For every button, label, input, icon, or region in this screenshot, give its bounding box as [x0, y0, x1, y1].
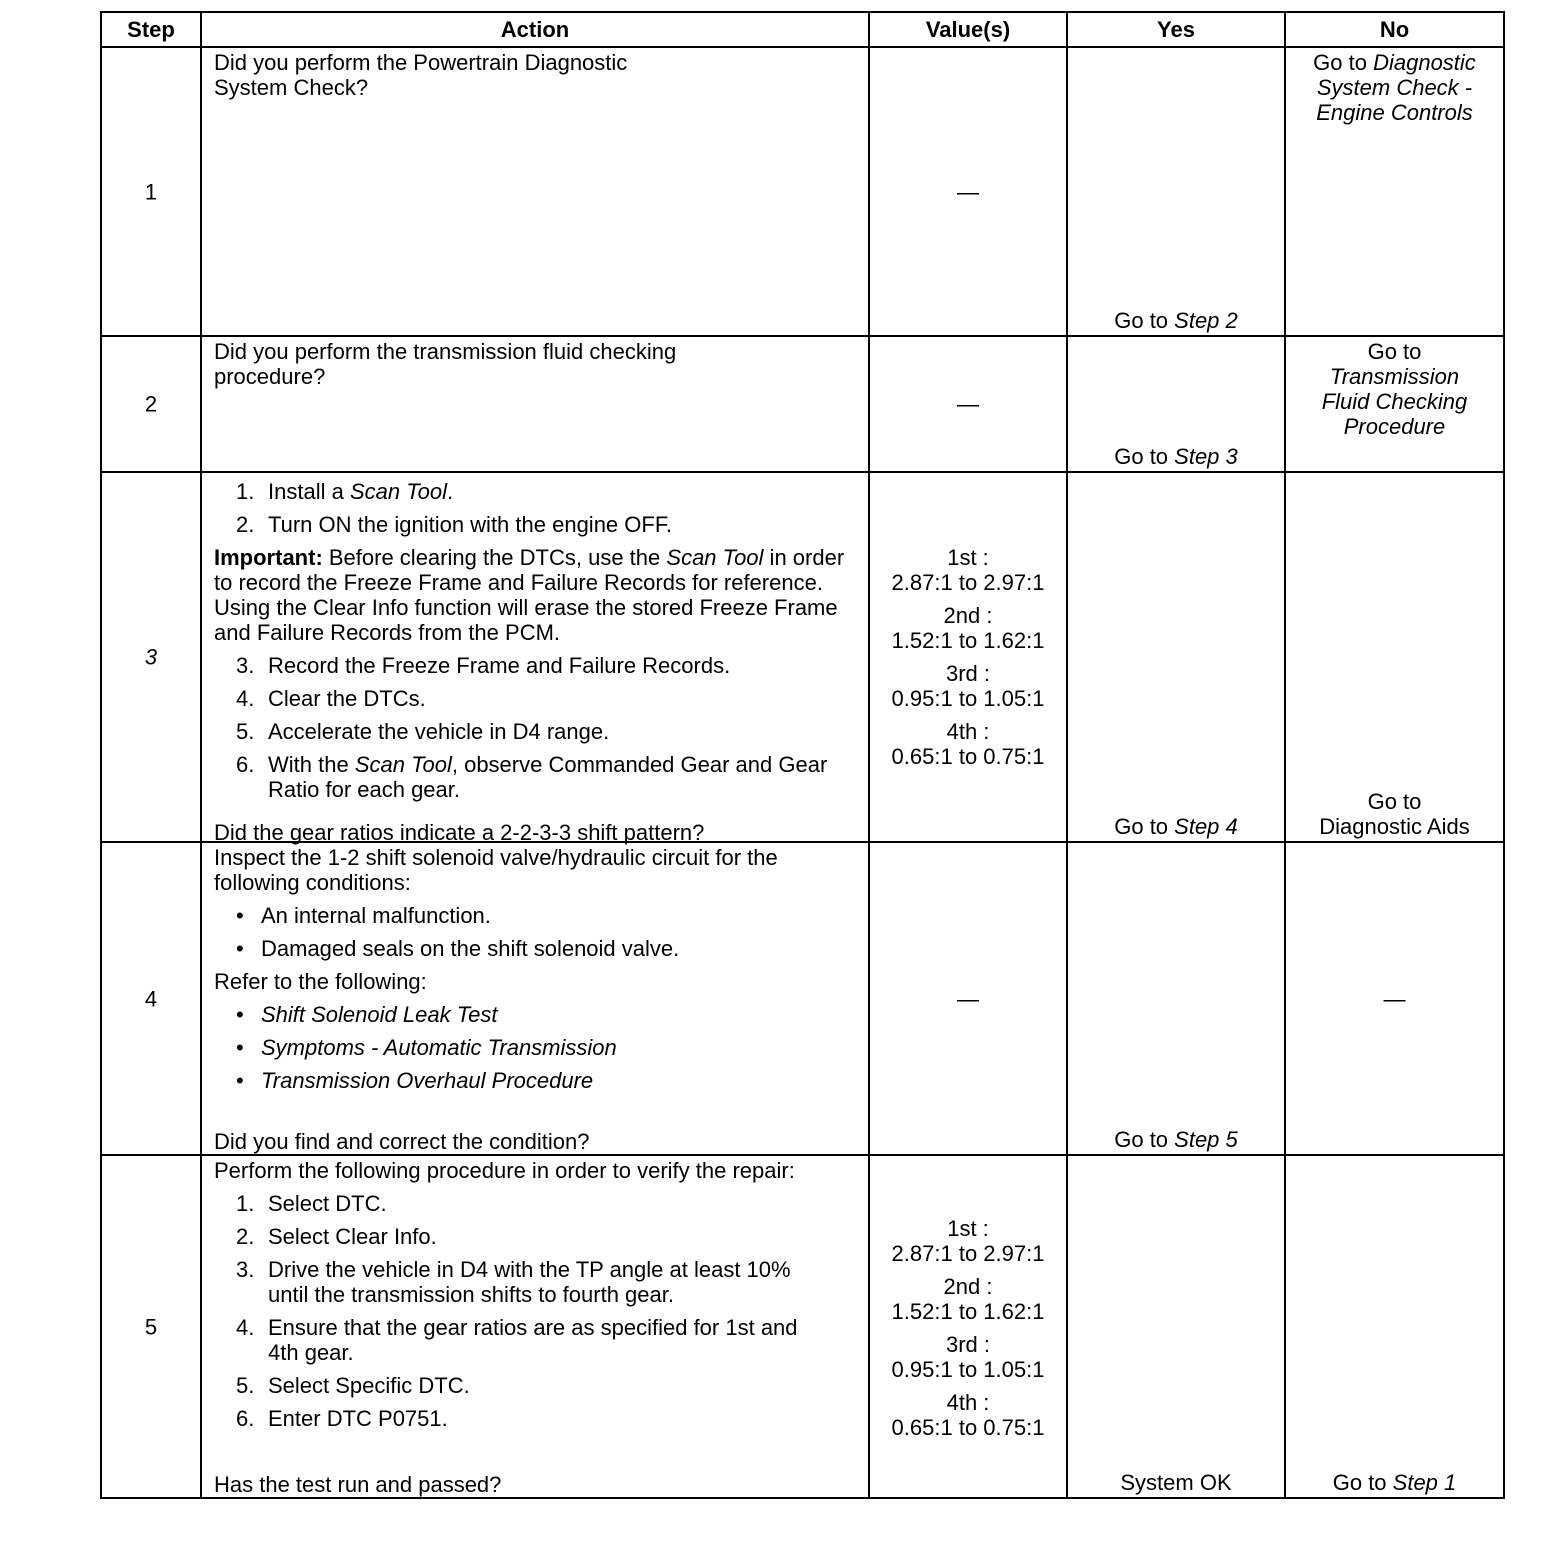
step-link[interactable]: Step 1: [1392, 1470, 1457, 1495]
no-result: Go to Diagnostic Aids: [1286, 789, 1503, 839]
list-item: • Transmission Overhaul Procedure: [236, 1068, 594, 1093]
table-row-step-4: [101, 842, 1504, 1155]
list-item: • Shift Solenoid Leak Test: [236, 1002, 498, 1027]
action-text: [202, 1156, 868, 1499]
action-question: Did you find and correct the condition?: [214, 1129, 590, 1154]
no-result: —: [1383, 986, 1406, 1011]
step-link[interactable]: Step 4: [1174, 814, 1238, 839]
gear-ratio-values: [870, 545, 1066, 777]
reference-link[interactable]: Shift Solenoid Leak Test: [261, 1002, 498, 1027]
list-item: 4. Ensure that the gear ratios are as specified for 1st and 4th gear.: [236, 1315, 798, 1365]
header-step: Step: [101, 12, 201, 47]
gear-ratio-2nd: 2nd : 1.52:1 to 1.62:1: [891, 603, 1045, 653]
step-link[interactable]: Step 5: [1174, 1127, 1238, 1152]
yes-result: Go to Step 2: [1114, 308, 1238, 333]
list-item: 3. Drive the vehicle in D4 with the TP angle at least 10% until the transmission shifts to fourth gear.: [236, 1257, 791, 1307]
action-steps-a: [236, 479, 856, 537]
action-text: Did you perform the Powertrain Diagnostic System Check?: [214, 50, 628, 100]
gear-ratio-4th: 4th : 0.65:1 to 0.75:1: [891, 1390, 1045, 1440]
header-yes: Yes: [1067, 12, 1285, 47]
action-intro: Perform the following procedure in order to verify the repair:: [214, 1158, 795, 1183]
action-steps-b: [236, 653, 856, 802]
reference-link[interactable]: Transmission Overhaul Procedure: [261, 1068, 594, 1093]
yes-result: Go to Step 4: [1114, 814, 1238, 839]
list-item: 5. Accelerate the vehicle in D4 range.: [236, 719, 610, 744]
list-item: 6. With the Scan Tool, observe Commanded Gear and Gear Ratio for each gear.: [236, 752, 828, 802]
list-item: 3. Record the Freeze Frame and Failure Records.: [236, 653, 731, 678]
table-row-step-2: [101, 336, 1504, 472]
yes-result: System OK: [1120, 1470, 1232, 1495]
yes-result: Go to Step 5: [1114, 1127, 1238, 1152]
action-intro: Inspect the 1-2 shift solenoid valve/hydraulic circuit for the following conditions:: [214, 845, 778, 895]
header-values: Value(s): [869, 12, 1067, 47]
important-note: Important: Before clearing the DTCs, use the Scan Tool in order to record the Freeze Frame and Failure Records for reference. Using the Clear Info function will erase the stored Freeze Frame and Failure Records from the PCM.: [214, 545, 845, 645]
list-item: 1. Select DTC.: [236, 1191, 387, 1216]
header-no: No: [1285, 12, 1504, 47]
value-dash: —: [957, 986, 979, 1011]
step-link[interactable]: Step 3: [1174, 444, 1238, 469]
gear-ratio-2nd: 2nd : 1.52:1 to 1.62:1: [891, 1274, 1045, 1324]
header-row: [101, 12, 1504, 47]
action-text: [202, 473, 868, 847]
list-item: 4. Clear the DTCs.: [236, 686, 426, 711]
gear-ratio-4th: 4th : 0.65:1 to 0.75:1: [891, 719, 1045, 769]
table-row-step-5: [101, 1155, 1504, 1498]
list-item: • An internal malfunction.: [236, 903, 491, 928]
step-number: 2: [144, 391, 158, 417]
header-action: Action: [201, 12, 869, 47]
condition-list: [214, 903, 856, 961]
action-question: Did the gear ratios indicate a 2-2-3-3 shift pattern?: [214, 820, 705, 845]
no-result: Go to Step 1: [1332, 1470, 1457, 1495]
value-dash: —: [957, 179, 979, 204]
gear-ratio-1st: 1st : 2.87:1 to 2.97:1: [891, 1216, 1045, 1266]
reference-link[interactable]: Symptoms - Automatic Transmission: [261, 1035, 617, 1060]
gear-ratio-3rd: 3rd : 0.95:1 to 1.05:1: [891, 1332, 1045, 1382]
no-result: Go to Transmission Fluid Checking Procedure: [1321, 339, 1468, 439]
list-item: 2. Select Clear Info.: [236, 1224, 437, 1249]
yes-result: Go to Step 3: [1114, 444, 1238, 469]
list-item: • Damaged seals on the shift solenoid valve.: [236, 936, 680, 961]
action-text: Did you perform the transmission fluid checking procedure?: [214, 339, 677, 389]
table-row-step-3: [101, 472, 1504, 842]
step-number: 1: [144, 179, 158, 204]
diagnostic-aids-link[interactable]: Diagnostic Aids: [1319, 814, 1470, 839]
no-result: Go to Diagnostic System Check - Engine Controls: [1313, 50, 1476, 125]
list-item: 1. Install a Scan Tool.: [236, 479, 454, 504]
value-dash: —: [957, 391, 979, 417]
verify-steps: [236, 1191, 856, 1431]
refer-label: Refer to the following:: [214, 969, 427, 994]
diagnostic-table: [100, 11, 1505, 1499]
action-question: Has the test run and passed?: [214, 1472, 502, 1497]
list-item: • Symptoms - Automatic Transmission: [236, 1035, 617, 1060]
list-item: 6. Enter DTC P0751.: [236, 1406, 448, 1431]
action-text: [202, 843, 868, 1156]
gear-ratio-values: [870, 1216, 1066, 1448]
fluid-checking-procedure-link[interactable]: Transmission Fluid Checking Procedure: [1321, 364, 1468, 439]
diagnostic-system-check-link[interactable]: Diagnostic System Check - Engine Controls: [1316, 50, 1476, 125]
list-item: 2. Turn ON the ignition with the engine OFF.: [236, 512, 672, 537]
table-row-step-1: [101, 47, 1504, 336]
gear-ratio-1st: 1st : 2.87:1 to 2.97:1: [891, 545, 1045, 595]
step-number: 4: [144, 986, 158, 1011]
gear-ratio-3rd: 3rd : 0.95:1 to 1.05:1: [891, 661, 1045, 711]
list-item: 5. Select Specific DTC.: [236, 1373, 470, 1398]
step-number: 3: [144, 644, 158, 670]
step-link[interactable]: Step 2: [1174, 308, 1238, 333]
step-number: 5: [144, 1314, 158, 1339]
reference-list: [214, 1002, 856, 1093]
